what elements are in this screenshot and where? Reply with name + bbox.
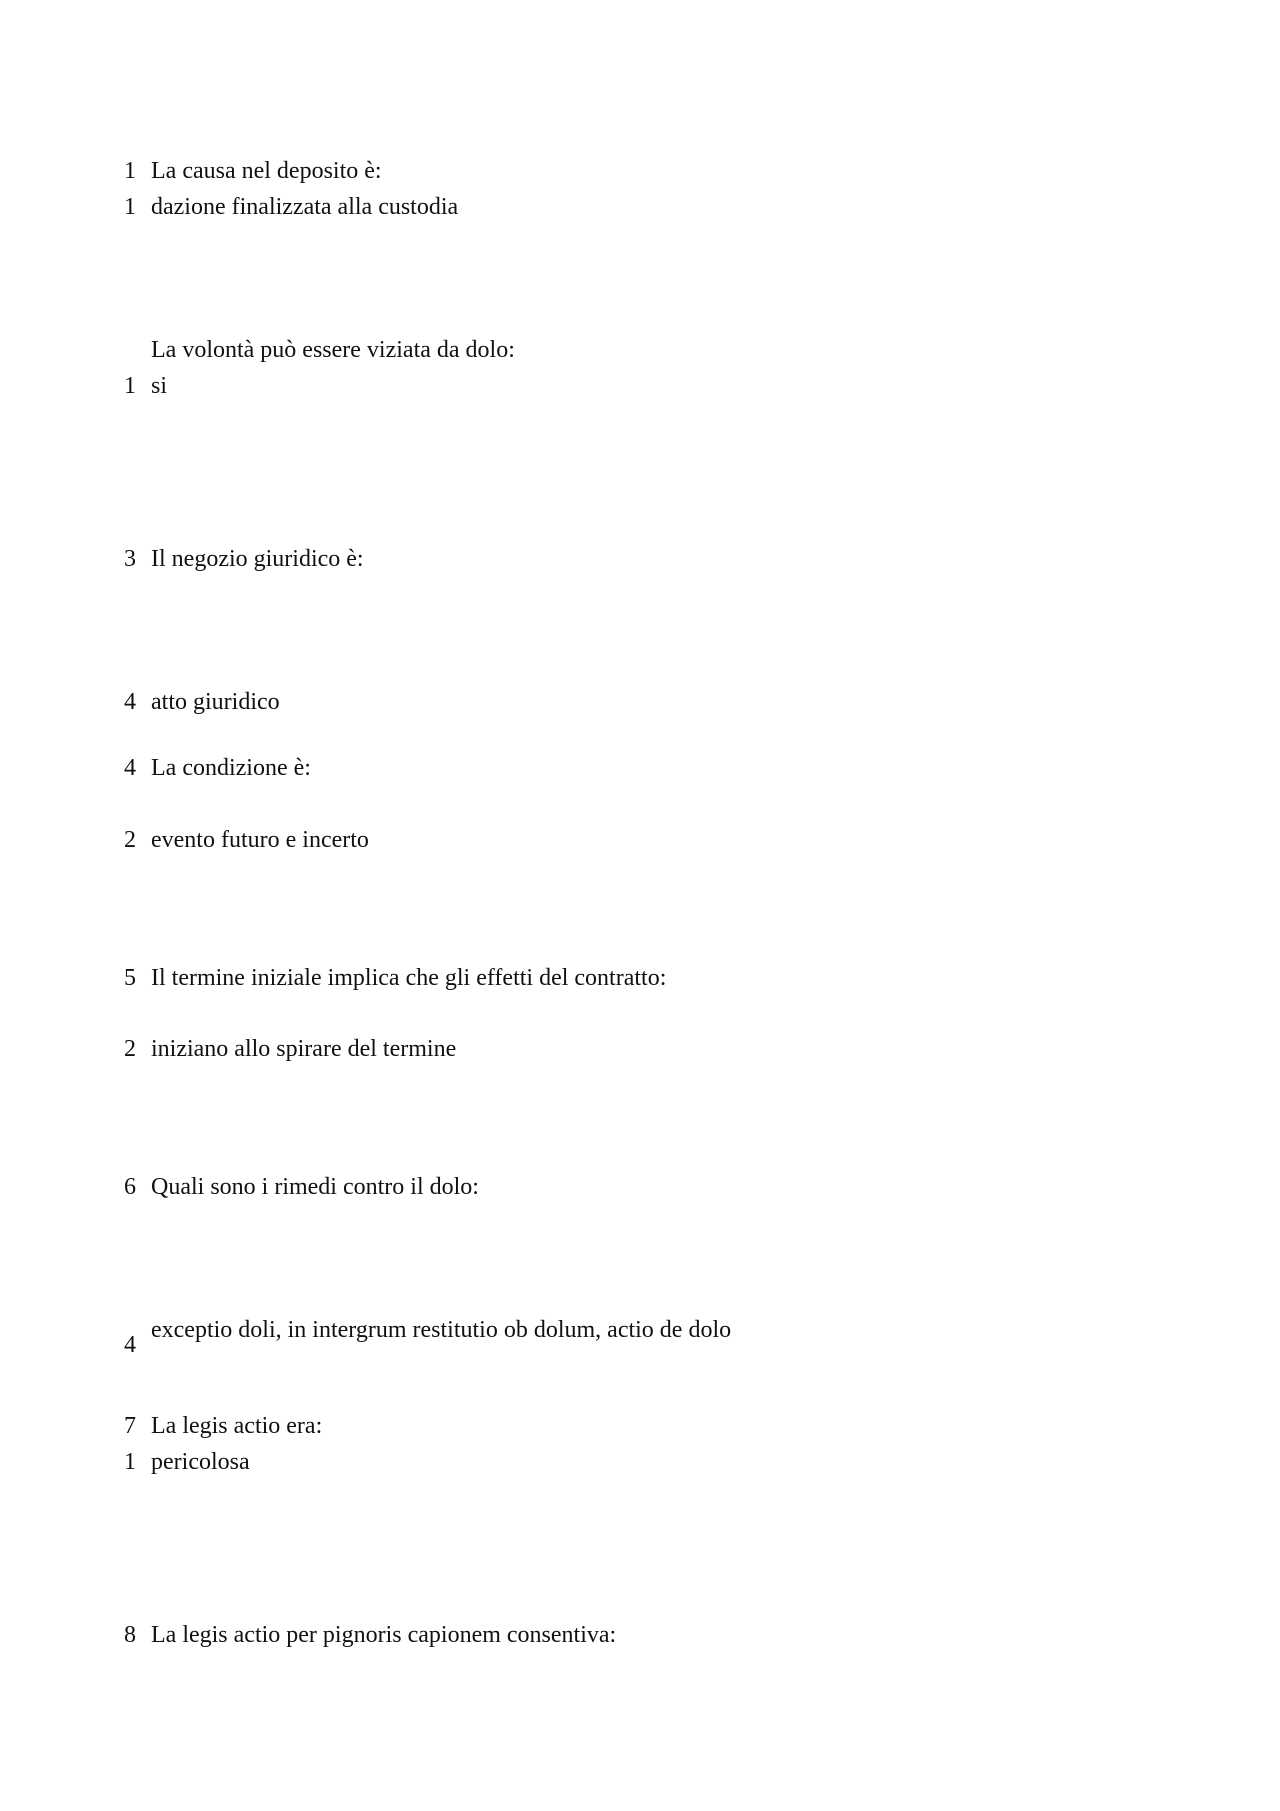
row-text: pericolosa: [151, 1449, 250, 1475]
row-number: 2: [124, 827, 136, 853]
row-number: 5: [124, 965, 136, 991]
row-number: 1: [124, 194, 136, 220]
row-text: La legis actio era:: [151, 1413, 323, 1439]
row-text: La causa nel deposito è:: [151, 158, 382, 184]
row-text: iniziano allo spirare del termine: [151, 1036, 457, 1062]
row-number: 4: [124, 1332, 136, 1358]
row-text: evento futuro e incerto: [151, 827, 369, 853]
row-text: La condizione è:: [151, 755, 311, 781]
row-text: si: [151, 373, 168, 399]
list-item: [0, 1315, 1280, 1375]
row-text: La volontà può essere viziata da dolo:: [151, 337, 515, 363]
row-text: exceptio doli, in intergrum restitutio ob dolum, actio de dolo: [151, 1317, 732, 1343]
row-text: Quali sono i rimedi contro il dolo:: [151, 1174, 479, 1200]
row-text: Il termine iniziale implica che gli effetti del contratto:: [151, 965, 667, 991]
row-number: 3: [124, 546, 136, 572]
row-text: Il negozio giuridico è:: [151, 546, 364, 572]
row-number: 2: [124, 1036, 136, 1062]
row-number: 1: [124, 158, 136, 184]
row-number: 1: [124, 1449, 136, 1475]
row-text: La legis actio per pignoris capionem consentiva:: [151, 1622, 617, 1648]
row-number: 1: [124, 373, 136, 399]
row-text: dazione finalizzata alla custodia: [151, 194, 459, 220]
row-number: 4: [124, 689, 136, 715]
row-number: 6: [124, 1174, 136, 1200]
row-number: 7: [124, 1413, 136, 1439]
row-number: 8: [124, 1622, 136, 1648]
row-text: atto giuridico: [151, 689, 280, 715]
row-number: 4: [124, 755, 136, 781]
